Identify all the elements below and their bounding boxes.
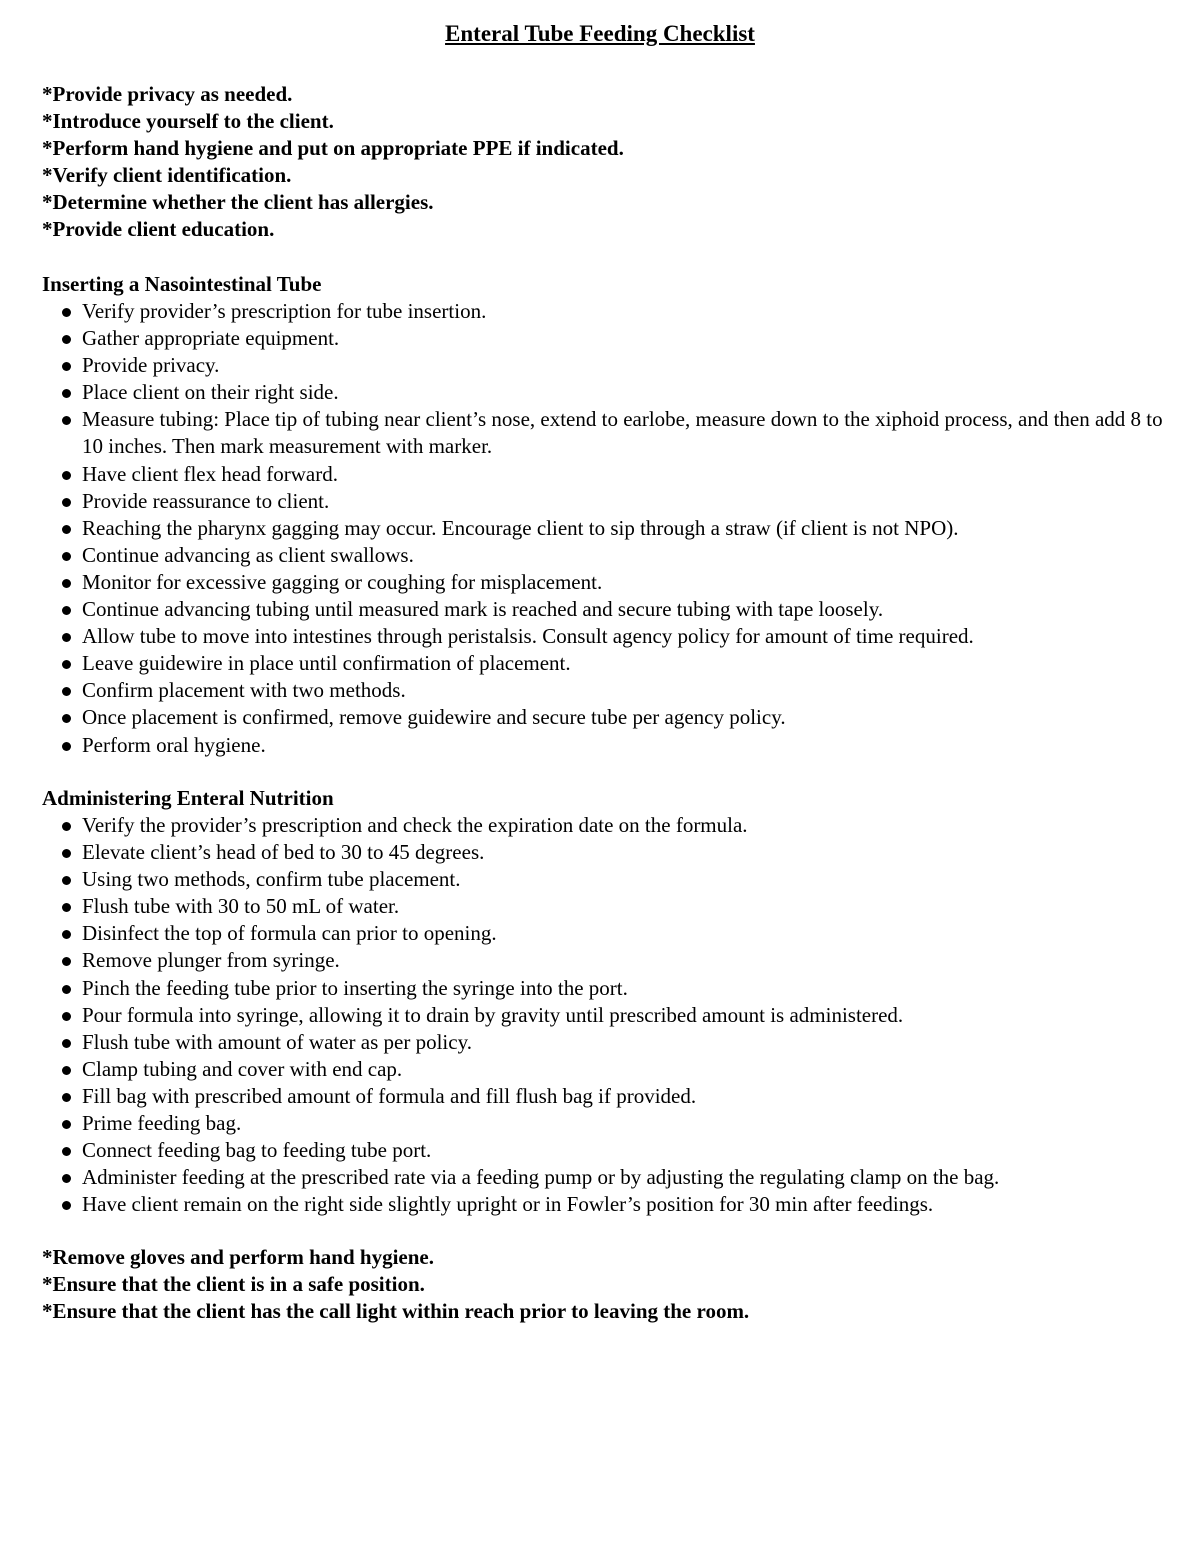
bullet-icon [62, 742, 71, 751]
list-item [60, 1029, 1175, 1056]
list-item [60, 515, 1175, 542]
list-item-text: Leave guidewire in place until confirmation of placement. [82, 651, 571, 676]
bullet-icon [62, 1066, 71, 1075]
bullet-icon [62, 660, 71, 669]
list-item-text: Place client on their right side. [82, 380, 339, 405]
bullet-icon [62, 389, 71, 398]
intro-step: *Provide client education. [42, 217, 275, 241]
list-item [60, 406, 1175, 460]
intro-step: *Provide privacy as needed. [42, 82, 293, 106]
list-item [60, 1164, 1175, 1191]
list-item [60, 1110, 1175, 1137]
list-item-text: Flush tube with 30 to 50 mL of water. [82, 894, 400, 919]
bullet-icon [62, 1120, 71, 1129]
list-item-text: Pinch the feeding tube prior to inserting the syringe into the port. [82, 975, 628, 1000]
list-item-text: Pour formula into syringe, allowing it to drain by gravity until prescribed amount is administered. [82, 1002, 904, 1027]
closing-step: *Ensure that the client has the call light within reach prior to leaving the room. [42, 1299, 750, 1323]
list-item-text: Once placement is confirmed, remove guidewire and secure tube per agency policy. [82, 705, 786, 730]
list-item-text: Remove plunger from syringe. [82, 948, 340, 973]
list-item [60, 812, 1175, 839]
bullet-icon [62, 930, 71, 939]
list-item-text: Continue advancing as client swallows. [82, 542, 414, 567]
intro-step: *Introduce yourself to the client. [42, 109, 334, 133]
list-item-text: Elevate client’s head of bed to 30 to 45 degrees. [82, 840, 485, 865]
intro-step: *Determine whether the client has allergies. [42, 190, 434, 214]
bullet-icon [62, 903, 71, 912]
bullet-icon [62, 957, 71, 966]
intro-steps-list [42, 81, 1172, 243]
page-title: Enteral Tube Feeding Checklist [445, 21, 755, 46]
list-item [60, 298, 1175, 325]
closing-steps-list [42, 1244, 1172, 1325]
bullet-icon [62, 1012, 71, 1021]
list-item-text: Verify provider’s prescription for tube insertion. [82, 299, 487, 323]
list-item [60, 732, 1175, 759]
bullet-icon [62, 714, 71, 723]
list-item-text: Reaching the pharynx gagging may occur. Encourage client to sip through a straw (if client is not NPO). [82, 515, 959, 540]
list-item-text: Disinfect the top of formula can prior to opening. [82, 921, 497, 946]
list-item-text: Flush tube with amount of water as per policy. [82, 1029, 472, 1054]
bullet-icon [62, 1039, 71, 1048]
list-item [60, 379, 1175, 406]
bullet-icon [62, 471, 71, 480]
bullet-icon [62, 822, 71, 831]
list-item [60, 461, 1175, 488]
bullet-icon [62, 876, 71, 885]
list-item [60, 352, 1175, 379]
list-item-text: Have client flex head forward. [82, 461, 338, 486]
bullet-icon [62, 1147, 71, 1156]
bullet-icon [62, 335, 71, 344]
list-item [60, 650, 1175, 677]
closing-step: *Ensure that the client is in a safe position. [42, 1272, 425, 1296]
bullet-icon [62, 1201, 71, 1210]
bullet-icon [62, 525, 71, 534]
administering-steps-list [60, 812, 1175, 1218]
list-item [60, 325, 1175, 352]
list-item-text: Using two methods, confirm tube placement. [82, 867, 461, 892]
list-item-text: Have client remain on the right side slightly upright or in Fowler’s position for 30 min after feedings. [82, 1192, 934, 1217]
list-item [60, 839, 1175, 866]
list-item-text: Monitor for excessive gagging or coughing for misplacement. [82, 569, 603, 594]
list-item-text: Measure tubing: Place tip of tubing near client’s nose, extend to earlobe, measure down to the xiphoid process, and then add 8 to 10 inches. Then mark measurement with marker. [82, 407, 1163, 459]
bullet-icon [62, 1174, 71, 1183]
list-item [60, 1137, 1175, 1164]
bullet-icon [62, 633, 71, 642]
intro-step: *Verify client identification. [42, 163, 292, 187]
list-item [60, 1056, 1175, 1083]
bullet-icon [62, 849, 71, 858]
list-item [60, 920, 1175, 947]
section-heading-inserting: Inserting a Nasointestinal Tube [42, 272, 322, 296]
list-item [60, 1191, 1175, 1218]
bullet-icon [62, 308, 71, 317]
bullet-icon [62, 416, 71, 425]
bullet-icon [62, 362, 71, 371]
inserting-steps-list [60, 298, 1175, 759]
list-item-text: Perform oral hygiene. [82, 732, 266, 757]
list-item [60, 1083, 1175, 1110]
bullet-icon [62, 552, 71, 561]
list-item-text: Prime feeding bag. [82, 1111, 242, 1136]
list-item-text: Allow tube to move into intestines through peristalsis. Consult agency policy for amount of time required. [82, 624, 974, 649]
list-item-text: Connect feeding bag to feeding tube port. [82, 1138, 432, 1163]
list-item [60, 488, 1175, 515]
list-item [60, 866, 1175, 893]
list-item-text: Provide reassurance to client. [82, 488, 330, 513]
section-heading-administering: Administering Enteral Nutrition [42, 786, 334, 810]
list-item-text: Verify the provider’s prescription and check the expiration date on the formula. [82, 813, 748, 837]
list-item-text: Fill bag with prescribed amount of formula and fill flush bag if provided. [82, 1083, 697, 1108]
list-item-text: Provide privacy. [82, 353, 220, 378]
bullet-icon [62, 1093, 71, 1102]
list-item-text: Administer feeding at the prescribed rate via a feeding pump or by adjusting the regulating clamp on the bag. [82, 1165, 1000, 1190]
list-item-text: Continue advancing tubing until measured mark is reached and secure tubing with tape loosely. [82, 597, 884, 622]
list-item [60, 542, 1175, 569]
list-item [60, 947, 1175, 974]
list-item-text: Gather appropriate equipment. [82, 326, 340, 351]
bullet-icon [62, 687, 71, 696]
list-item-text: Confirm placement with two methods. [82, 678, 406, 703]
bullet-icon [62, 606, 71, 615]
list-item-text: Clamp tubing and cover with end cap. [82, 1056, 403, 1081]
list-item [60, 596, 1175, 623]
list-item [60, 893, 1175, 920]
closing-step: *Remove gloves and perform hand hygiene. [42, 1245, 434, 1269]
list-item [60, 1002, 1175, 1029]
bullet-icon [62, 579, 71, 588]
list-item [60, 677, 1175, 704]
list-item [60, 704, 1175, 731]
list-item [60, 623, 1175, 650]
bullet-icon [62, 498, 71, 507]
list-item [60, 569, 1175, 596]
list-item [60, 975, 1175, 1002]
bullet-icon [62, 985, 71, 994]
intro-step: *Perform hand hygiene and put on appropriate PPE if indicated. [42, 136, 624, 160]
